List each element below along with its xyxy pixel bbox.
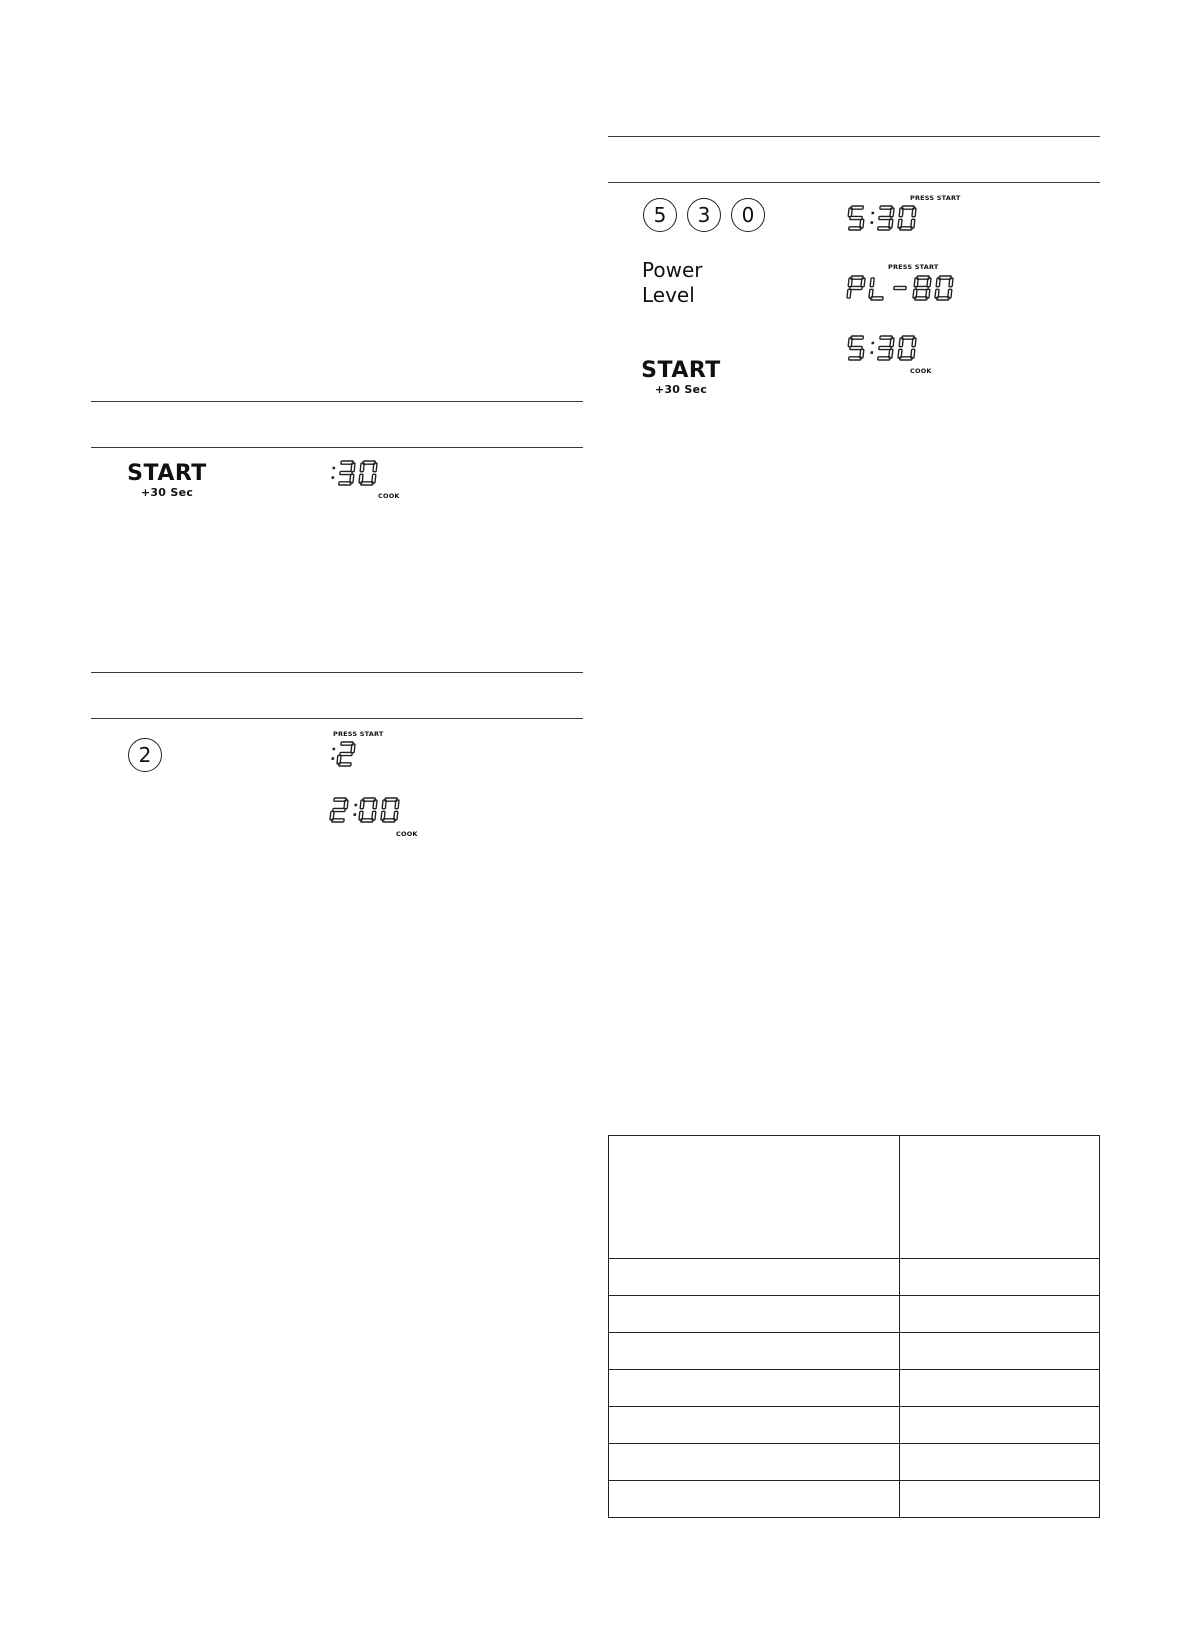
section-rule (608, 182, 1100, 183)
lcd-digit (847, 276, 865, 298)
lcd-digits (329, 741, 357, 767)
lcd-digit (898, 206, 917, 230)
table-cell (900, 1407, 1100, 1444)
number-key-2[interactable] (128, 738, 162, 772)
lcd-display (330, 797, 399, 823)
start-button[interactable] (641, 360, 721, 395)
table-row (609, 1481, 1100, 1518)
power-level-label-line2: Level (642, 283, 695, 307)
lcd-digit (847, 336, 866, 360)
table-cell (900, 1481, 1100, 1518)
table-cell (609, 1296, 900, 1333)
section-rule (91, 447, 583, 448)
table-cell (609, 1444, 900, 1481)
table-cell (900, 1259, 1100, 1296)
lcd-digit (913, 276, 932, 300)
press-start-indicator: PRESS START (888, 263, 939, 271)
lcd-digit (898, 336, 917, 360)
lcd-digit (894, 286, 906, 289)
lcd-display (847, 205, 916, 231)
lcd-digits (846, 275, 955, 301)
table-row (609, 1296, 1100, 1333)
power-level-button[interactable] (642, 258, 702, 308)
table-cell (609, 1333, 900, 1370)
lcd-digit (935, 276, 954, 300)
number-key-label: 0 (741, 203, 755, 227)
table-cell (609, 1481, 900, 1518)
lcd-digits (846, 205, 918, 231)
number-key-3[interactable] (687, 198, 721, 232)
press-start-indicator: PRESS START (333, 730, 384, 738)
lcd-digit (330, 798, 349, 822)
lcd-digit (381, 798, 400, 822)
start-button-label: START (127, 461, 207, 486)
lcd-digit (359, 798, 378, 822)
table-row (609, 1333, 1100, 1370)
table-header-cell (609, 1136, 900, 1259)
table-cell (900, 1444, 1100, 1481)
lcd-digit (359, 461, 378, 485)
lcd-digit (337, 742, 356, 766)
lcd-digits (329, 797, 401, 823)
table-cell (900, 1333, 1100, 1370)
start-button-sublabel: +30 Sec (654, 383, 708, 396)
section-rule (91, 672, 583, 673)
table-cell (900, 1296, 1100, 1333)
cook-indicator: COOK (910, 367, 932, 375)
press-start-indicator: PRESS START (910, 194, 961, 202)
table-header-row (609, 1136, 1100, 1259)
start-button-sublabel: +30 Sec (140, 486, 194, 499)
table-header-cell (900, 1136, 1100, 1259)
lcd-digit (847, 206, 866, 230)
lcd-display (330, 741, 355, 767)
table-cell (900, 1370, 1100, 1407)
number-key-0[interactable] (731, 198, 765, 232)
lcd-digits (846, 335, 918, 361)
lcd-display (847, 335, 916, 361)
lcd-digit (878, 336, 895, 360)
cook-indicator: COOK (378, 492, 400, 500)
table-row (609, 1444, 1100, 1481)
lcd-display (330, 460, 377, 486)
cook-indicator: COOK (396, 830, 418, 838)
table-row (609, 1407, 1100, 1444)
start-button-label: START (641, 358, 721, 383)
number-key-label: 3 (697, 203, 711, 227)
section-rule (608, 136, 1100, 137)
lcd-digits (329, 460, 379, 486)
lcd-digit (339, 461, 356, 485)
section-rule (91, 401, 583, 402)
table-cell (609, 1407, 900, 1444)
table-cell (609, 1370, 900, 1407)
number-key-label: 5 (653, 203, 667, 227)
power-level-table (608, 1135, 1100, 1518)
power-level-label-line1: Power (642, 258, 703, 282)
number-key-5[interactable] (643, 198, 677, 232)
start-button[interactable] (127, 463, 207, 498)
table-cell (609, 1259, 900, 1296)
section-rule (91, 718, 583, 719)
lcd-display (847, 275, 953, 301)
number-key-label: 2 (138, 743, 152, 767)
table-row (609, 1259, 1100, 1296)
lcd-digit (878, 206, 895, 230)
lcd-digit (869, 278, 885, 300)
table-row (609, 1370, 1100, 1407)
